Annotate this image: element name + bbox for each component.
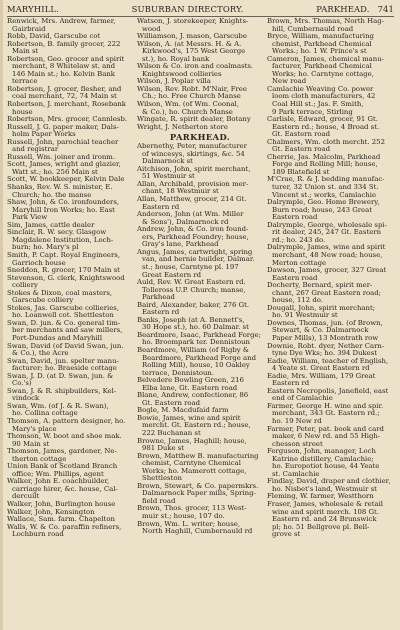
directory-entry: Wilson & Co. iron and coalmasts. Knightswood collieries <box>137 62 254 78</box>
directory-entry: Chalmers, Wm. cloth mercht. 252 Gt. Eastern road <box>267 137 385 154</box>
directory-entry: Belvedere Bowling Green, 216 Elba lane, Gt. Eastern road <box>137 376 244 392</box>
directory-entry: Watson, J. storekeeper, Knights- wood <box>137 18 249 33</box>
directory-entry: Swan, Wm. (of J. & R. Swan), ho. Collina cottage <box>7 401 109 418</box>
directory-entry: Robertson, Geo. grocer and spirit merchant, 8 Whitelaw st. and 146 Main st.; ho. Kelvin Bank terrace <box>7 54 125 86</box>
directory-entry: Walls, W. & Co. paraffin refiners, Lochburn road <box>7 522 122 539</box>
directory-entry: Downie, Robt. dyer, Nether Carn- tyne Dye Wks; ho. 394 Dukest <box>267 341 385 358</box>
directory-entry: Swan, David (of David Swan, jun. & Co.), the Acre <box>7 341 124 358</box>
directory-entry: Camlachie Weaving Co. power loom cloth manufacturers, 42 Coal Hill st.; Jas. F. Smith, 9 Park terrace, Stirling <box>267 84 376 116</box>
directory-entry: Wilson, Rev. Robt. M'Nair, Free Ch.; ho. Free Church Manse <box>137 84 247 101</box>
directory-entry: Dalrymple, James, wine and spirit merchant, 48 New road; house, Merton cottage <box>267 243 386 267</box>
directory-entry: Scott, W. bookkeeper, Kelvin Dale <box>7 175 125 184</box>
directory-entry: Shaw, John, & Co. ironfounders, Maryhill Iron Works; ho. East Park View <box>7 198 120 222</box>
directory-entry: Andrew, John, & Co. iron found- ers, Parkhead Foundry; house, Gray's lane, Parkhead <box>137 225 249 249</box>
columns <box>7 18 394 539</box>
directory-entry: Ferguson, John, manager, Loch Katrine distillery, Camlachie; ho. Europotiot house, 44 Yeate st. Camlachie <box>267 447 380 478</box>
directory-entry: Eadie, William, teacher of English, 4 Yeate st. Great Eastern rd <box>267 356 389 373</box>
directory-entry: Russell, J. G. paper maker, Dals- holm Paper Works <box>7 122 119 139</box>
directory-entry: Findlay, David, draper and clothier, ho. Nisbet's land, Westmuir st <box>267 477 391 493</box>
directory-entry: Brown, Matthew B. manufacturing chemist, Carntyne Chemical Works; ho. Mamerott cottage, Shettleston <box>137 451 259 483</box>
directory-entry: Swan, J. & R. shipbuilders, Kel- vindock <box>7 386 117 403</box>
running-header <box>7 4 394 17</box>
directory-entry: Auld, Rev. W. Great Eastern rd. Tolleross U.P. Church; manse, Parkhead <box>137 278 246 302</box>
directory-entry: Swan, David, jun. spelter manu- facturer; ho. Braeside cottage <box>7 356 119 373</box>
directory-entry: Beardmore, William (of Rigby & Beardmore, Parkhead Forge and Rolling Mill), house, 10 Oakley terrace, Dennistoun. <box>137 345 257 377</box>
directory-entry: Walker, John, Burlington house <box>7 500 116 508</box>
directory-entry: Wilson, J. Poplar villa <box>137 77 211 86</box>
section-heading: PARKHEAD. <box>169 132 231 143</box>
directory-entry: Robertson, J. grocer, flesher, and coal merchant, 72, 74 Main st <box>7 84 122 101</box>
directory-entry: Bogle, M. Macdufaid farm <box>137 406 229 415</box>
directory-entry: Farmer, Peter, pat. book and card maker, 6 New rd. and 55 High- chesson street <box>267 424 384 448</box>
directory-entry: Cameron, James, chemical manu- facturer, Parkhead Chemical Works; ho. Carntyne cottage, New road <box>267 54 384 86</box>
page-edge-shadow <box>0 0 3 630</box>
directory-entry: Aitchison, John, spirit merchant, 51 Westmuir st <box>137 164 251 181</box>
directory-entry: Shanks, Rev. W. S. minister, E. Church; ho. the manse <box>7 183 113 199</box>
directory-entry: Blane, Andrew, confectioner, 86 Gt. Eastern road <box>137 391 249 407</box>
directory-entry: Brown, Stewart, & Co. papermkrs. Dalmarnock Paper mills, Spring- field road <box>137 481 259 505</box>
directory-entry: Dalrymple, George, wholesale spi- rit dealer, 245, 247 Gt. Eastern rd.; ho. 243 do. <box>267 220 387 244</box>
directory-entry: Baird, Alexander, baker, 276 Gt. Eastern rd <box>137 300 250 317</box>
directory-entry: Russell, Wm. joiner and ironm. <box>7 152 116 161</box>
directory-entry: Thomson, A. pattern designer, ho. Mary's place <box>7 416 126 433</box>
header-center: SUBURBAN DIRECTORY. <box>131 4 244 14</box>
directory-entry: Smith, P. Capt. Royal Engineers, Garrioch house <box>7 250 121 267</box>
page-number: 741 <box>377 4 394 14</box>
directory-entry: Robertson, Mrs. grocer, Cannlesb. <box>7 115 128 124</box>
header-right: PARKHEAD. <box>316 4 370 14</box>
directory-entry: Dalrymple, Geo. Home Brewery, Burn road; house, 243 Great Eastern road <box>267 198 380 222</box>
directory-entry: Thomson, W. boot and shoe mak. 90 Main st <box>7 432 122 448</box>
directory-entry: Renwick, Mrs. Andrew, farmer, Gairbraid <box>7 18 116 33</box>
directory-entry: Cherrie, Jas. Malcolm, Parkhead Forge and Rolling Mill; house, 189 Blatefield st <box>267 152 381 176</box>
directory-entry: Eadie, Mrs. William, 179 Great Eastern rd <box>267 371 376 388</box>
directory-entry: Swan, D. jun. & Co. general tim- ber merchants and saw millers, Port-Dundas and Maryhill <box>7 318 123 342</box>
directory-entry: Docherty, Bernard, spirit mer- chant, 267 Great Eastern road; house, 112 do. <box>267 281 382 305</box>
directory-entry: Bowie, James, wine and spirit mercht. Gt. Eastern rd.; house, 222 Buchanan st <box>137 413 251 437</box>
directory-entry: Allan, Archibald, provision mer- chant, 18 Westmuir st <box>137 179 249 196</box>
directory-entry: Anderson, John (at Wm. Miller & Sons'), Dalmarnock rd <box>137 210 244 226</box>
directory-entry: Eastern Necropolis, Janefield, east end of Camlachie <box>267 386 389 403</box>
directory-entry: Stokes & Dixon, coal masters, Garscube colliery <box>7 288 113 305</box>
directory-entry: Brown, Mrs. Thomas, North Hag- hill, Cumbernauld road <box>267 18 384 33</box>
directory-entry: Dougall, John, spirit merchant; ho. 91 Westmuir st <box>267 303 376 320</box>
directory-entry: Wilson, A. (at Messrs. H. & A. Kirkwood's, 175 West George st.), ho. Royal bank <box>137 39 246 63</box>
directory-entry: Fleming, W. farmer, Westthorn <box>267 492 374 501</box>
directory-entry: Stokes, Jas. Garscube collieries, ho. Loanwell cot. Shettleston <box>7 303 120 320</box>
directory-entry: Wallace, Sam. farm. Chapelton <box>7 515 115 524</box>
directory-entry: Union Bank of Scotland Branch office; Wm. Phillips, agent <box>7 462 118 478</box>
column-3 <box>267 18 393 539</box>
directory-entry: Williamson, J. mason, Garscube <box>137 32 247 41</box>
directory-entry: Sim, James, cattle dealer <box>7 220 95 229</box>
directory-entry: Dawson, James, grocer, 327 Great Eastern road <box>267 266 387 282</box>
directory-entry: Farmer, George H. wine and spir. merchant, 343 Gt. Eastern rd.; ho. 19 New rd <box>267 401 384 425</box>
directory-entry: Abernethy, Peter, manufacturer of wincesys, skirtings, &c. 54 Dalmarnock st <box>137 142 247 166</box>
directory-entry: Bryce, William, manufacturing chemist, Parkhead Chemical Works.; ho. 1 W. Prince's st <box>267 32 374 56</box>
directory-entry: Allan, Matthew, grocer, 214 Gt. Eastern rd <box>137 195 247 211</box>
directory-entry: Robertson, B. family grocer, 222 Main st <box>7 39 121 56</box>
directory-entry: Sinclair, R. W. secy. Glasgow Magdalene Institution, Loch- burn; ho. Mary's pl <box>7 228 114 252</box>
directory-entry: Wilson, Wm. (of Wm. Coonal, & Co.), ho. Church Manse <box>137 100 239 116</box>
directory-entry: Sneddon, R. grocer, 170 Main st <box>7 266 120 275</box>
directory-entry: Downes, Thomas, jun. (of Brown, Stewart, & Co. Dalmarnock Paper Mills), 13 Montrath row <box>267 318 383 342</box>
directory-entry: Fraser, James, wholesale & retail wine and spirit merch. 108 Gt. Eastern rd. and 24 Brunswick pl; ho. 51 Bellgrove pl. Bell- grove st <box>267 500 383 539</box>
column-1 <box>7 18 133 539</box>
directory-entry: Wingate, R. spirit dealer, Botany <box>137 115 251 124</box>
directory-entry: Brown, Thos. grocer, 113 West- muir st.; house, 107 do. <box>137 504 247 520</box>
directory-entry: Walker, John, Kensington <box>7 507 95 516</box>
column-2 <box>137 18 263 539</box>
directory-entry: Banks, Joseph (at A. Bennett's, 30 Hope st.), ho. 60 Dalmar. st <box>137 315 249 332</box>
directory-entry: Wright, J. Netherton store <box>137 122 228 131</box>
directory-entry: M'Crae, R. & J. bedding manufac- turer, 32 Union st. and 334 St. Vincent st.; works, Camlachie <box>267 175 385 199</box>
directory-entry: Stevenson, G. clerk, Knightswood colliery <box>7 273 125 290</box>
directory-entry: Browne, James, Haghill; house, 981 Duke st <box>137 436 247 453</box>
header-left: MARYHILL. <box>7 4 59 14</box>
directory-entry: Thomson, James, gardener, Ne- therton cottage <box>7 447 117 463</box>
directory-entry: Robb, David, Garscube cot <box>7 32 101 41</box>
directory-entry: Swan, J. D. (at D. Swan, jun. & Co.'s) <box>7 371 114 388</box>
directory-entry: Brown, Wm. L. writer; house, North Haghill, Cumbernauld rd <box>137 519 253 536</box>
directory-entry: Robertson, J. merchant, Rosebank house <box>7 100 126 116</box>
directory-entry: Russell, John, parochial teacher and registrar <box>7 137 119 154</box>
directory-entry: Beardmore, Isaac, Parkhead Forge; ho. Broompark ter. Dennistoun <box>137 330 261 347</box>
directory-entry: Walker, John E. coachbuilder, carriage hirer, &c. house, Cal- dercuilt <box>7 477 118 501</box>
directory-entry: Carlisle, Edward, grocer, 91 Gt. Eastern rd.; house, 4 Broad st. Gt. Eastern road <box>267 115 380 139</box>
directory-entry: Scott, James, wright and glazier, Watt st.; ho. 256 Main st <box>7 160 121 176</box>
directory-entry: Angus, James, cartwright, spring van, and hernie builder, Dalmar. st.; house, Carntyne pl. 197 Great Eastern rd <box>137 247 255 279</box>
